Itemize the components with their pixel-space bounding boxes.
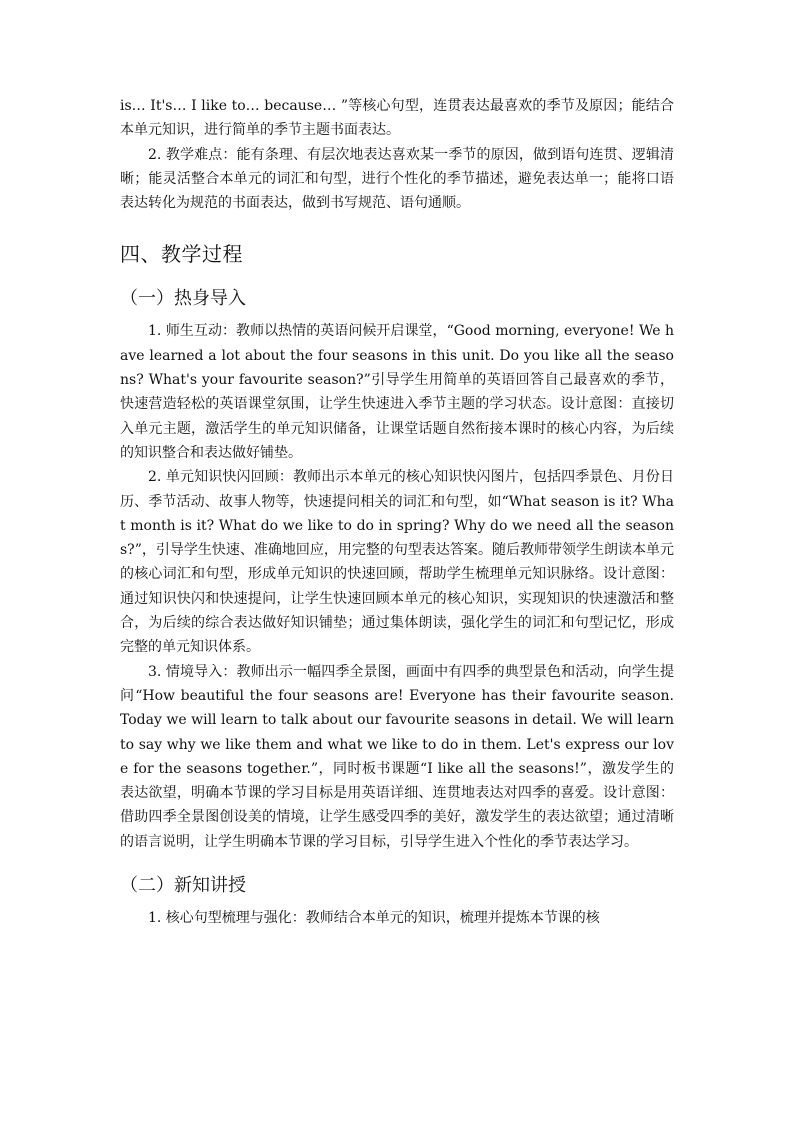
document-page	[120, 94, 674, 930]
paragraph-unit-knowledge-review: 2. 单元知识快闪回顾：教师出示本单元的核心知识快闪图片，包括四季景色、月份日历、季节活动、故事人物等，快速提问相关的词汇和句型，如“What season is it? What month is it? What do we like to do in spring? Why do we need all the seasons?”，引导学生快速、准确地回应，用完整的句型表达答案。随后教师带领学生朗读本单元的核心词汇和句型，形成单元知识的快速回顾，帮助学生梳理单元知识脉络。设计意图：通过知识快闪和快速提问，让学生快速回顾本单元的核心知识，实现知识的快速激活和整合，为后续的综合表达做好知识铺垫；通过集体朗读，强化学生的词汇和句型记忆，形成完整的单元知识体系。	[120, 469, 674, 656]
section-title-teaching-process: 四、教学过程	[120, 242, 243, 267]
subsection-title-warm-up: （一）热身导入	[120, 288, 246, 310]
paragraph-teacher-student-interaction: 1. 师生互动：教师以热情的英语问候开启课堂，“Good morning, everyone! We have learned a lot about the four seasons in this unit. Do you like all the seasons? What's your favourite season?”引导学生用简单的英语回答自己最喜欢的季节，快速营造轻松的英语课堂氛围，让学生快速进入季节主题的学习状态。设计意图：直接切入单元主题，激活学生的单元知识储备，让课堂话题自然衔接本课时的核心内容，为后续的知识整合和表达做好铺垫。	[120, 323, 674, 461]
subsection-title-new-knowledge: （二）新知讲授	[120, 875, 246, 897]
paragraph-teaching-difficulties: 2. 教学难点：能有条理、有层次地表达喜欢某一季节的原因，做到语句连贯、逻辑清晰；能灵活整合本单元的词汇和句型，进行个性化的季节描述，避免表达单一；能将口语表达转化为规范的书面表达，做到书写规范、语句通顺。	[120, 146, 674, 212]
paragraph-situation-lead-in: 3. 情境导入：教师出示一幅四季全景图，画面中有四季的典型景色和活动，向学生提问“How beautiful the four seasons are! Everyone has their favourite season. Today we will learn to talk about our favourite seasons in detail. We will learn to say why we like them and what we like to do in them. Let's express our love for the seasons together.”，同时板书课题“I like all the seasons!”，激发学生的表达欲望，明确本节课的学习目标是用英语详细、连贯地表达对四季的喜爱。设计意图：借助四季全景图创设美的情境，让学生感受四季的美好，激发学生的表达欲望；通过清晰的语言说明，让学生明确本节课的学习目标，引导学生进入个性化的季节表达学习。	[120, 663, 674, 850]
paragraph-key-sentences-continued: is… It's… I like to… because… ”等核心句型，连贯表达最喜欢的季节及原因；能结合本单元知识，进行简单的季节主题书面表达。	[120, 98, 674, 139]
paragraph-core-sentence-review: 1. 核心句型梳理与强化：教师结合本单元的知识，梳理并提炼本节课的核	[148, 910, 600, 927]
